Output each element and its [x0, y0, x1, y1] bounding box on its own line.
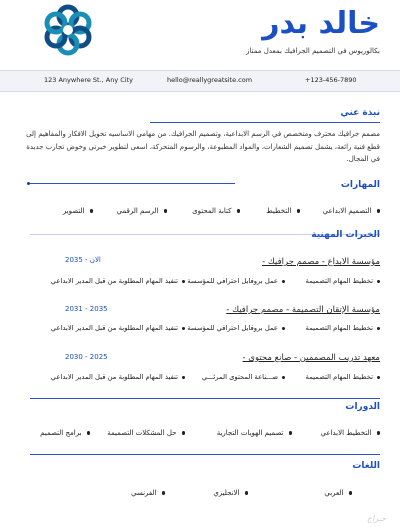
course-item: برامج التصميم	[40, 429, 90, 437]
skill-item: الرسم الرقمي	[117, 207, 167, 215]
experience-title: الخبرات المهنية	[311, 230, 380, 240]
courses-title: الدورات	[345, 402, 380, 412]
contact-address: 123 Anywhere St., Any City	[44, 76, 134, 84]
job-task: تنفيذ المهام المطلوبة من قبل المدير الابداعي	[51, 324, 185, 332]
courses-row	[20, 429, 380, 441]
divider-dot	[27, 182, 30, 185]
contact-phone[interactable]: +123-456-7890	[305, 76, 357, 84]
languages-row	[20, 489, 380, 501]
job-date: 2035 - الان	[65, 256, 101, 264]
job-title: معهد تدريب المصممين - صانع محتوى -	[242, 353, 380, 363]
section-divider	[30, 454, 380, 455]
section-divider	[30, 398, 380, 399]
logo-icon	[40, 2, 96, 58]
job-date: 2031 - 2035	[65, 305, 108, 313]
section-divider	[30, 183, 235, 184]
job-task: عمل بروفايل احترافي للمؤسسة	[187, 324, 285, 332]
job-task: تخطيط المهام التصميمة	[306, 373, 380, 381]
course-item: حل المشكلات التصميمة	[107, 429, 185, 437]
contact-email[interactable]: hello@reallygreatsite.com	[167, 76, 253, 84]
skill-item: التصميم الابداعي	[323, 207, 380, 215]
person-name: خالد بدر	[262, 6, 380, 41]
skills-row	[20, 207, 380, 219]
language-item: العربي	[324, 489, 352, 497]
skill-item: التخطيط	[266, 207, 300, 215]
languages-title: اللغات	[352, 461, 380, 471]
course-item: التخطيط الابداعي	[321, 429, 380, 437]
skills-title: المهارات	[340, 180, 380, 190]
job-date: 2030 - 2025	[65, 353, 108, 361]
job-task: تخطيط المهام التصميمة	[306, 277, 380, 285]
about-title: نبذة عني	[340, 108, 380, 118]
language-item: الفرنسي	[131, 489, 165, 497]
contact-bar	[0, 70, 400, 92]
job-task: تنفيذ المهام المطلوبة من قبل المدير الابداعي	[51, 373, 185, 381]
job-task: صـــناعة المحتوى المرئـــي	[202, 373, 285, 381]
skill-item: كتابة المحتوى	[192, 207, 240, 215]
course-item: تصميم الهويات التجارية	[217, 429, 292, 437]
job-task: تنفيذ المهام المطلوبة من قبل المدير الابداعي	[51, 277, 185, 285]
about-divider	[150, 122, 380, 123]
skill-item: التصوير	[63, 207, 93, 215]
person-subtitle: بكالوريوس في التصميم الجرافيك بمعدل ممتاز	[246, 47, 380, 55]
job-task: تخطيط المهام التصميمة	[306, 324, 380, 332]
language-item: الانجليزي	[213, 489, 248, 497]
watermark: حـراج	[366, 514, 386, 523]
about-text: مصمم جرافيك محترف ومتخصص في الرسم الابداعية، وتصميم الجرافيك. من مهامي الاساسيه تحويل الافكار والمفاهيم إلى قطع فنية رائعة، يشمل تصميم الشعارات، والمواد المطبوعة، والرسوم المتحركة، اسعى لتطوير خبرتي وخوض تجارب جديدة في المجال.	[26, 130, 380, 163]
job-title: مؤسسة الإتقان التصميمة - مصمم جرافيك -	[226, 305, 380, 315]
job-title: مؤسسة الابداع - مصمم جرافيك -	[262, 257, 380, 267]
job-task: عمل بروفايل احترافي للمؤسسة	[187, 277, 285, 285]
resume-header	[0, 0, 400, 72]
